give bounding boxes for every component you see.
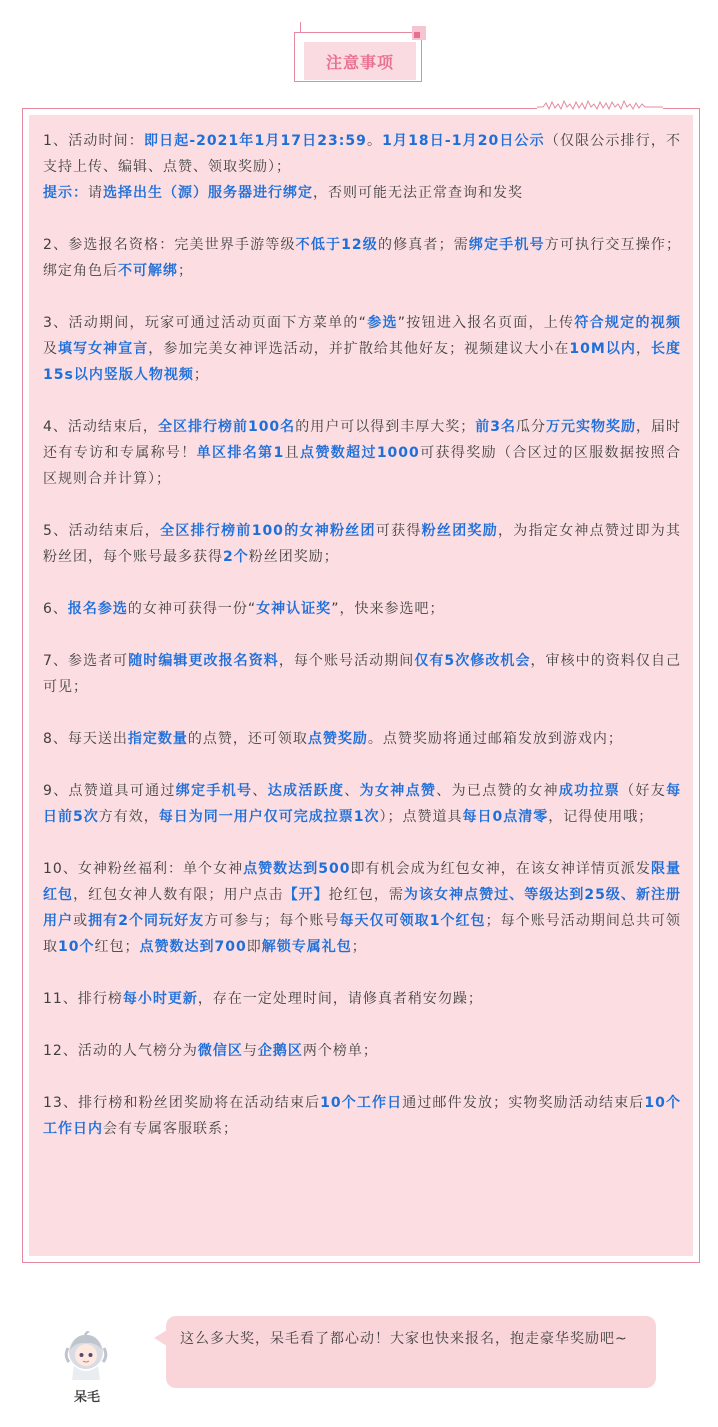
notice-text: ，否则可能无法正常查询和发奖	[313, 185, 523, 201]
notice-text: 的女神可获得一份“	[127, 601, 257, 617]
notice-item	[43, 856, 681, 960]
notice-text: 2、参选报名资格：完美世界手游等级	[43, 237, 296, 253]
notice-text: 13、排行榜和粉丝团奖励将在活动结束后	[43, 1095, 321, 1111]
notice-text: 5、活动结束后，	[43, 523, 161, 539]
notice-item	[43, 414, 681, 492]
notice-text: ”，快来参选吧；	[331, 601, 445, 617]
notice-item	[43, 1090, 681, 1142]
avatar	[62, 1330, 110, 1382]
title-decor-dot	[414, 32, 420, 38]
notice-item	[43, 310, 681, 388]
highlight-text: 不可解绑	[118, 263, 178, 279]
highlight-text: 仅有5次修改机会	[414, 653, 531, 669]
notice-text: ，红包女神人数有限；用户点击	[73, 887, 284, 903]
highlight-text: 微信区	[197, 1043, 243, 1059]
notice-text: ，每个账号活动期间	[278, 653, 415, 669]
highlight-text: 前3名	[475, 419, 516, 435]
notice-text: 方有效，	[98, 809, 159, 825]
notice-text: ，届时还有专访和专属称号！	[43, 419, 682, 461]
highlight-text: 不低于12级	[295, 237, 378, 253]
notice-text: 会有专属客服联系；	[103, 1121, 238, 1137]
notice-text: ；	[193, 367, 209, 383]
highlight-text: 【开】	[283, 887, 329, 903]
highlight-text: 1月18日-1月20日公示	[382, 133, 545, 149]
highlight-text: 单区排名第1	[196, 445, 285, 461]
title-box	[294, 32, 422, 82]
highlight-text: 2个	[223, 549, 249, 565]
notice-text: ，审核中的资料仅自己可见；	[43, 653, 681, 695]
notice-text: 6、	[43, 601, 68, 617]
highlight-text: 点赞数达到500	[243, 861, 351, 877]
highlight-text: 每日0点清零	[462, 809, 549, 825]
notice-content-box	[22, 108, 700, 1263]
notice-text: 方可参与；每个账号	[204, 913, 340, 929]
notice-text: 11、排行榜	[43, 991, 123, 1007]
highlight-text: 拥有2个同玩好友	[88, 913, 205, 929]
notice-list	[29, 115, 693, 1256]
speech-bubble: 这么多大奖，呆毛看了都心动！大家也快来报名，抱走豪华奖励吧~	[166, 1316, 656, 1388]
notice-text: ；每个账号活动期间总共可领取	[43, 913, 682, 955]
notice-text: 、	[344, 783, 360, 799]
notice-text: 。	[366, 133, 383, 149]
notice-text: ；	[351, 939, 367, 955]
highlight-text: 每小时更新	[122, 991, 198, 1007]
highlight-text: 点赞数超过1000	[299, 445, 420, 461]
notice-item	[43, 596, 681, 622]
notice-text: ，为指定女神点赞过即为其粉丝团，每个账号最多获得	[43, 523, 681, 565]
notice-text: ，存在一定处理时间，请修真者稍安勿躁；	[197, 991, 483, 1007]
notice-text: 的修真者；需	[377, 237, 469, 253]
highlight-text: 符合规定的视频	[574, 315, 681, 331]
highlight-text: 10个	[58, 939, 95, 955]
highlight-text: 10个工作日	[320, 1095, 403, 1111]
notice-text: ”按钮进入报名页面，上传	[397, 315, 575, 331]
highlight-text: 每天仅可领取1个红包	[339, 913, 486, 929]
notice-text: 可获得	[375, 523, 422, 539]
notice-text: 、	[252, 783, 268, 799]
notice-text: 通过邮件发放；实物奖励活动结束后	[402, 1095, 645, 1111]
wave-decoration	[537, 97, 663, 113]
highlight-text: 每日为同一用户仅可完成拉票1次	[158, 809, 380, 825]
notice-text: 的点赞，还可领取	[187, 731, 308, 747]
highlight-text: 指定数量	[127, 731, 188, 747]
notice-text: 的用户可以得到丰厚大奖；	[295, 419, 476, 435]
notice-text: 粉丝团奖励；	[248, 549, 339, 565]
notice-text: 1、活动时间：	[43, 133, 144, 149]
notice-text: 8、每天送出	[43, 731, 128, 747]
highlight-text: 点赞数达到700	[139, 939, 247, 955]
highlight-text: 每日前5次	[43, 783, 682, 825]
highlight-text: 点赞奖励	[307, 731, 368, 747]
notice-text: 、为已点赞的女神	[436, 783, 559, 799]
notice-item	[43, 128, 681, 206]
notice-text: 10、女神粉丝福利：单个女神	[43, 861, 244, 877]
notice-text: 。点赞奖励将通过邮箱发放到游戏内；	[367, 731, 623, 747]
notice-text: 可获得奖励（合区过的区服数据按照合区规则合并计算）；	[43, 445, 682, 487]
notice-text: 3、活动期间，玩家可通过活动页面下方菜单的“	[43, 315, 367, 331]
character-chat	[0, 1308, 718, 1418]
notice-text: 即有机会成为红包女神，在该女神详情页派发	[350, 861, 651, 877]
highlight-text: 全区排行榜前100的女神粉丝团	[160, 523, 376, 539]
notice-text: ，记得使用哦；	[548, 809, 654, 825]
highlight-text: 企鹅区	[257, 1043, 303, 1059]
highlight-text: 10M以内	[569, 341, 636, 357]
notice-text: 12、活动的人气榜分为	[43, 1043, 198, 1059]
highlight-text: 绑定手机号	[175, 783, 253, 799]
notice-text: 9、点赞道具可通过	[43, 783, 176, 799]
notice-text: 方可执行交互操作；绑定角色后	[43, 237, 682, 279]
highlight-text: 报名参选	[67, 601, 128, 617]
highlight-text: 成功拉票	[558, 783, 621, 799]
notice-text: ，	[635, 341, 651, 357]
notice-text: 与	[242, 1043, 258, 1059]
notice-text: 红包；	[94, 939, 140, 955]
avatar-name: 呆毛	[73, 1390, 100, 1405]
notice-text: 且	[284, 445, 300, 461]
highlight-text: 女神认证奖	[256, 601, 332, 617]
notice-text: （好友	[620, 783, 667, 799]
notice-item	[43, 518, 681, 570]
notice-item	[43, 778, 681, 830]
highlight-text: 提示：	[43, 185, 88, 201]
highlight-text: 万元实物奖励	[546, 419, 637, 435]
notice-item	[43, 726, 681, 752]
notice-item	[43, 1038, 681, 1064]
notice-text: 即	[246, 939, 262, 955]
highlight-text: 为女神点赞	[359, 783, 437, 799]
highlight-text: 粉丝团奖励	[421, 523, 499, 539]
notice-text: 两个榜单；	[302, 1043, 378, 1059]
highlight-text: 为该女神点赞过、等级达到25级、新注册用户	[43, 887, 682, 929]
highlight-text: 10个工作日内	[43, 1095, 682, 1137]
highlight-text: 长度15s以内竖版人物视频	[43, 341, 682, 383]
section-title-frame	[290, 22, 430, 84]
highlight-text: 达成活跃度	[267, 783, 345, 799]
notice-text: ；	[178, 263, 193, 279]
page-title: 注意事项	[325, 52, 394, 72]
title-inner	[304, 42, 416, 80]
notice-text: 请	[88, 185, 103, 201]
notice-text: ）；点赞道具	[379, 809, 463, 825]
notice-text: 抢红包，需	[328, 887, 404, 903]
notice-text: 7、参选者可	[43, 653, 129, 669]
highlight-text: 绑定手机号	[468, 237, 545, 253]
highlight-text: 解锁专属礼包	[261, 939, 352, 955]
notice-text: 及	[43, 341, 59, 357]
notice-text: （仅限公示排行，不支持上传、编辑、点赞、领取奖励）；	[43, 133, 681, 175]
notice-text: 4、活动结束后，	[43, 419, 158, 435]
notice-item	[43, 648, 681, 700]
highlight-text: 即日起-2021年1月17日23:59	[143, 133, 367, 149]
highlight-text: 限量红包	[43, 861, 681, 903]
notice-text: ，参加完美女神评选活动，并扩散给其他好友；视频建议大小在	[148, 341, 570, 357]
highlight-text: 参选	[366, 315, 398, 331]
highlight-text: 选择出生（源）服务器进行绑定	[103, 185, 313, 201]
highlight-text: 填写女神宣言	[58, 341, 149, 357]
notice-item	[43, 232, 681, 284]
highlight-text: 随时编辑更改报名资料	[128, 653, 279, 669]
notice-text: 或	[73, 913, 89, 929]
notice-item	[43, 986, 681, 1012]
notice-text: 瓜分	[515, 419, 546, 435]
highlight-text: 全区排行榜前100名	[157, 419, 296, 435]
